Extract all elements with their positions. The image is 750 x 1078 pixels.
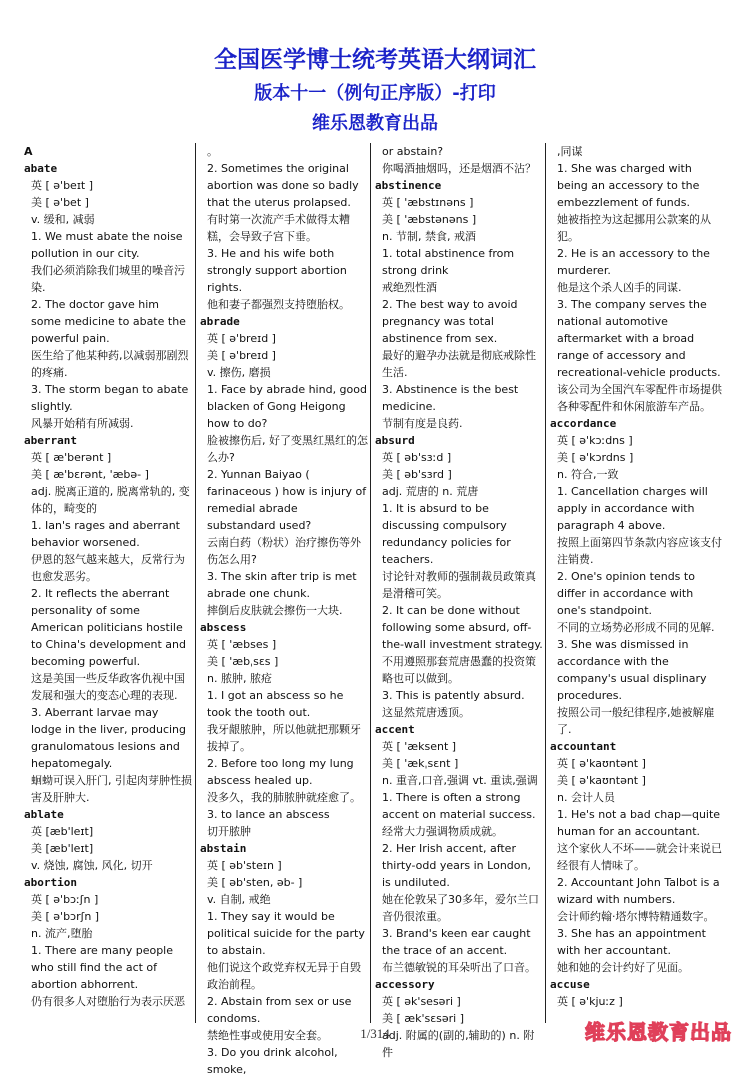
entry-line: 这显然荒唐透顶。 [382, 706, 470, 719]
headword: absurd [375, 434, 415, 447]
entry-line: 他和妻子都强烈支持堕胎权。 [207, 298, 350, 311]
entry-line: 英 [ ək'sesəri ] [382, 995, 461, 1008]
entry-line: 按照上面第四节条款内容应该支付注销费. [557, 536, 722, 566]
headword: abstain [200, 842, 247, 855]
entry-line: 英 [æb'leɪt] [31, 825, 94, 838]
entry-line: 2. Abstain from sex or use condoms. [207, 995, 352, 1025]
entry-line: 3. Aberrant larvae may lodge in the liver, producing granulomatous lesions and hepatomegaly. [31, 706, 186, 770]
entry-line: 1. Face by abrade hind, good blacken of Gong Heigong how to do? [207, 383, 367, 430]
entry-line: 3. She has an appointment with her accountant. [557, 927, 706, 957]
headword: ablate [24, 808, 64, 821]
entry-line: 1. He's not a bad chap—quite human for an accountant. [557, 808, 721, 838]
page-title: 全国医学博士统考英语大纲词汇 [214, 47, 536, 73]
entry-line: 有时第一次流产手术做得太糟糕，会导致子宫下垂。 [207, 213, 350, 243]
entry-line: 他是这个杀人凶手的同谋. [557, 281, 682, 294]
entry-line: 3. Abstinence is the best medicine. [382, 383, 519, 413]
headword: accuse [550, 978, 590, 991]
entry-line: 仍有很多人对堕胎行为表示厌恶 [31, 995, 185, 1008]
entry-line: 3. The skin after trip is met abrade one chunk. [207, 570, 357, 600]
entry-line: 美 [ 'æbstənəns ] [382, 213, 477, 226]
entry-line: 美 [ əb'sten, əb- ] [207, 876, 303, 889]
headword: accessory [375, 978, 435, 991]
entry-line: 1. Cancellation charges will apply in accordance with paragraph 4 above. [557, 485, 708, 532]
entry-line: 3. Brand's keen ear caught the trace of an accent. [382, 927, 531, 957]
entry-line: 。 [207, 145, 218, 158]
column-1 [24, 143, 192, 1018]
entry-line: 3. This is patently absurd. [382, 689, 525, 702]
headword: aberrant [24, 434, 77, 447]
entry-line: v. 自制, 戒绝 [207, 893, 271, 906]
column-divider [370, 143, 371, 1023]
entry-line: 这是美国一些反华政客仇视中国发展和强大的变态心理的表现. [31, 672, 185, 702]
headword: abstinence [375, 179, 442, 192]
entry-line: 你喝酒抽烟吗，还是烟酒不沾？ [382, 162, 536, 175]
entry-line: 医生给了他某种药,以减弱那剧烈的疼痛. [31, 349, 189, 379]
headword: accordance [550, 417, 617, 430]
entry-line: 2. The best way to avoid pregnancy was total abstinence from sex. [382, 298, 518, 345]
entry-line: 美 [æb'leɪt] [31, 842, 94, 855]
entry-line: 按照公司一般纪律程序,她被解雇了. [557, 706, 715, 736]
entry-line: 美 [ 'æbˌsɛs ] [207, 655, 279, 668]
entry-line: 2. Her Irish accent, after thirty-odd years in London, is undiluted. [382, 842, 531, 889]
entry-line: 脸被擦伤后, 好了变黑红黑红的怎么办? [207, 434, 368, 464]
column-4 [550, 143, 722, 1018]
entry-line: 1. She was charged with being an accessory to the embezzlement of funds. [557, 162, 700, 209]
page-number: 1/314 [360, 1026, 390, 1041]
entry-line: 摔倒后皮肤就会擦伤一大块. [207, 604, 343, 617]
entry-line: 美 [ ə'breɪd ] [207, 349, 276, 362]
entry-line: 英 [ æ'berənt ] [31, 451, 112, 464]
entry-line: 3. The storm began to abate slightly. [31, 383, 189, 413]
entry-line: 1. I got an abscess so he took the tooth out. [207, 689, 344, 719]
entry-line: 英 [ ə'kaʊntənt ] [557, 757, 646, 770]
entry-line: 美 [ ə'bet ] [31, 196, 89, 209]
entry-line: 戒绝烈性酒 [382, 281, 437, 294]
watermark-logo: 维乐恩教育出品 [585, 1020, 732, 1044]
entry-line: 云南白药（粉状）治疗擦伤等外伤怎么用? [207, 536, 361, 566]
entry-line: n. 重音,口音,强调 vt. 重读,强调 [382, 774, 538, 787]
entry-line: 1. There is often a strong accent on material success. [382, 791, 536, 821]
entry-line: 3. He and his wife both strongly support abortion rights. [207, 247, 347, 294]
headword: abrade [200, 315, 240, 328]
entry-line: 1. Ian's rages and aberrant behavior worsened. [31, 519, 180, 549]
entry-line: 英 [ 'æbstɪnəns ] [382, 196, 474, 209]
entry-line: 风暴开始稍有所减弱. [31, 417, 134, 430]
entry-line: n. 节制, 禁食, 戒酒 [382, 230, 476, 243]
entry-line: 不同的立场势必形成不同的见解. [557, 621, 715, 634]
entry-line: 她在伦敦呆了30多年，爱尔兰口音仍很浓重。 [382, 893, 539, 923]
page-subtitle: 版本十一（例句正序版）-打印 [254, 83, 496, 104]
headword: accountant [550, 740, 617, 753]
entry-line: 英 [ ə'kɔːdns ] [557, 434, 633, 447]
entry-line: 这个家伙人不坏——就会计来说已经很有人情味了。 [557, 842, 722, 872]
entry-line: 美 [ ə'kɔrdns ] [557, 451, 634, 464]
entry-line: 布兰德敏锐的耳朵听出了口音。 [382, 961, 536, 974]
entry-line: 切开脓肿 [207, 825, 251, 838]
entry-line: 美 [ 'ækˌsɛnt ] [382, 757, 459, 770]
entry-line: 3. Do you drink alcohol, smoke, [207, 1046, 338, 1076]
entry-line: n. 脓肿, 脓疮 [207, 672, 272, 685]
entry-line: 1. There are many people who still find the act of abortion abhorrent. [31, 944, 174, 991]
entry-line: 2. It reflects the aberrant personality of some American politicians hostile to China's development and becoming powerful. [31, 587, 186, 668]
entry-line: 英 [ 'æksent ] [382, 740, 457, 753]
entry-line: 我牙龈脓肿，所以他就把那颗牙拔掉了。 [207, 723, 361, 753]
entry-line: 英 [ əb'steɪn ] [207, 859, 282, 872]
entry-line: adj. 荒唐的 n. 荒唐 [382, 485, 479, 498]
publisher-line: 维乐恩教育出品 [312, 113, 438, 134]
entry-line: 3. The company serves the national automotive aftermarket with a broad range of accessory and recreational-vehicle products. [557, 298, 721, 379]
entry-line: 美 [ æk'sɛsəri ] [382, 1012, 465, 1025]
entry-line: 美 [ ə'bɔrʃn ] [31, 910, 100, 923]
entry-line: 2. Before too long my lung abscess healed up. [207, 757, 354, 787]
entry-line: 没多久，我的肺脓肿就痊愈了。 [207, 791, 361, 804]
entry-line: 1. It is absurd to be discussing compulsory redundancy policies for teachers. [382, 502, 511, 566]
entry-line: 伊恩的怒气越来越大，反常行为也愈发恶劣。 [31, 553, 185, 583]
entry-line: 最好的避孕办法就是彻底戒除性生活. [382, 349, 536, 379]
entry-line: 我们必须消除我们城里的噪音污染. [31, 264, 185, 294]
entry-line: 2. It can be done without following some absurd, off-the-wall investment strategy. [382, 604, 543, 651]
entry-line: 蛔蚴可误入肝门, 引起肉芽肿性损害及肝肿大. [31, 774, 192, 804]
entry-line: v. 缓和, 减弱 [31, 213, 95, 226]
entry-line: 1. They say it would be political suicide for the party to abstain. [207, 910, 365, 957]
entry-line: 美 [ əb'sɜrd ] [382, 468, 452, 481]
section-letter: A [24, 145, 33, 158]
entry-line: 2. Sometimes the original abortion was done so badly that the uterus prolapsed. [207, 162, 359, 209]
column-divider [195, 143, 196, 1023]
entry-line: 2. He is an accessory to the murderer. [557, 247, 710, 277]
entry-line: v. 擦伤, 磨损 [207, 366, 271, 379]
entry-line: 英 [ 'æbses ] [207, 638, 277, 651]
entry-line: 节制有度是良药. [382, 417, 463, 430]
entry-line: 英 [ ə'kjuːz ] [557, 995, 623, 1008]
entry-line: n. 符合,一致 [557, 468, 619, 481]
entry-line: or abstain? [382, 145, 444, 158]
entry-line: n. 会计人员 [557, 791, 615, 804]
headword: abortion [24, 876, 77, 889]
title-block [0, 44, 750, 138]
entry-line: 会计师约翰·塔尔博特精通数字。 [557, 910, 715, 923]
entry-line: ,同谋 [557, 145, 583, 158]
entry-line: adj. 脱离正道的, 脱离常轨的, 变体的，畸变的 [31, 485, 190, 515]
entry-line: 美 [ æ'bɛrənt, 'æbə- ] [31, 468, 149, 481]
entry-line: 不用遵照那套荒唐愚蠢的投资策略也可以做到。 [382, 655, 536, 685]
column-divider [545, 143, 546, 1023]
entry-line: v. 烧蚀, 腐蚀, 风化, 切开 [31, 859, 153, 872]
entry-line: 她被指控为这起挪用公款案的从犯。 [557, 213, 711, 243]
entry-line: 英 [ ə'breɪd ] [207, 332, 276, 345]
entry-line: 英 [ ə'bɔːʃn ] [31, 893, 99, 906]
entry-line: 2. Yunnan Baiyao ( farinaceous ) how is injury of remedial abrade substandard used? [207, 468, 367, 532]
entry-line: n. 流产,堕胎 [31, 927, 93, 940]
entry-line: 英 [ ə'beɪt ] [31, 179, 94, 192]
entry-line: 3. to lance an abscess [207, 808, 330, 821]
entry-line: 2. One's opinion tends to differ in accordance with one's standpoint. [557, 570, 695, 617]
entry-line: 2. The doctor gave him some medicine to abate the powerful pain. [31, 298, 186, 345]
entry-line: 该公司为全国汽车零配件市场提供各种零配件和休闲旅游车产品。 [557, 383, 722, 413]
entry-line: 她和她的会计约好了见面。 [557, 961, 689, 974]
entry-line: 美 [ ə'kaʊntənt ] [557, 774, 646, 787]
entry-line: 他们说这个政党弃权无异于自毁政治前程。 [207, 961, 361, 991]
entry-line: 1. We must abate the noise pollution in our city. [31, 230, 183, 260]
entry-line: 1. total abstinence from strong drink [382, 247, 515, 277]
entry-line: 讨论针对教师的强制裁员政策真是滑稽可笑。 [382, 570, 536, 600]
headword: accent [375, 723, 415, 736]
entry-line: 英 [ əb'sɜːd ] [382, 451, 452, 464]
column-2 [200, 143, 368, 1076]
headword: abate [24, 162, 58, 175]
entry-line: 经常大力强调物质成就。 [382, 825, 503, 838]
headword: abscess [200, 621, 247, 634]
entry-line: adj. 附属的(副的,辅助的) n. 附件 [382, 1029, 535, 1059]
entry-line: 3. She was dismissed in accordance with the company's usual displinary procedures. [557, 638, 707, 702]
entry-line: 2. Accountant John Talbot is a wizard with numbers. [557, 876, 720, 906]
entry-line: 禁绝性事或使用安全套。 [207, 1029, 328, 1042]
